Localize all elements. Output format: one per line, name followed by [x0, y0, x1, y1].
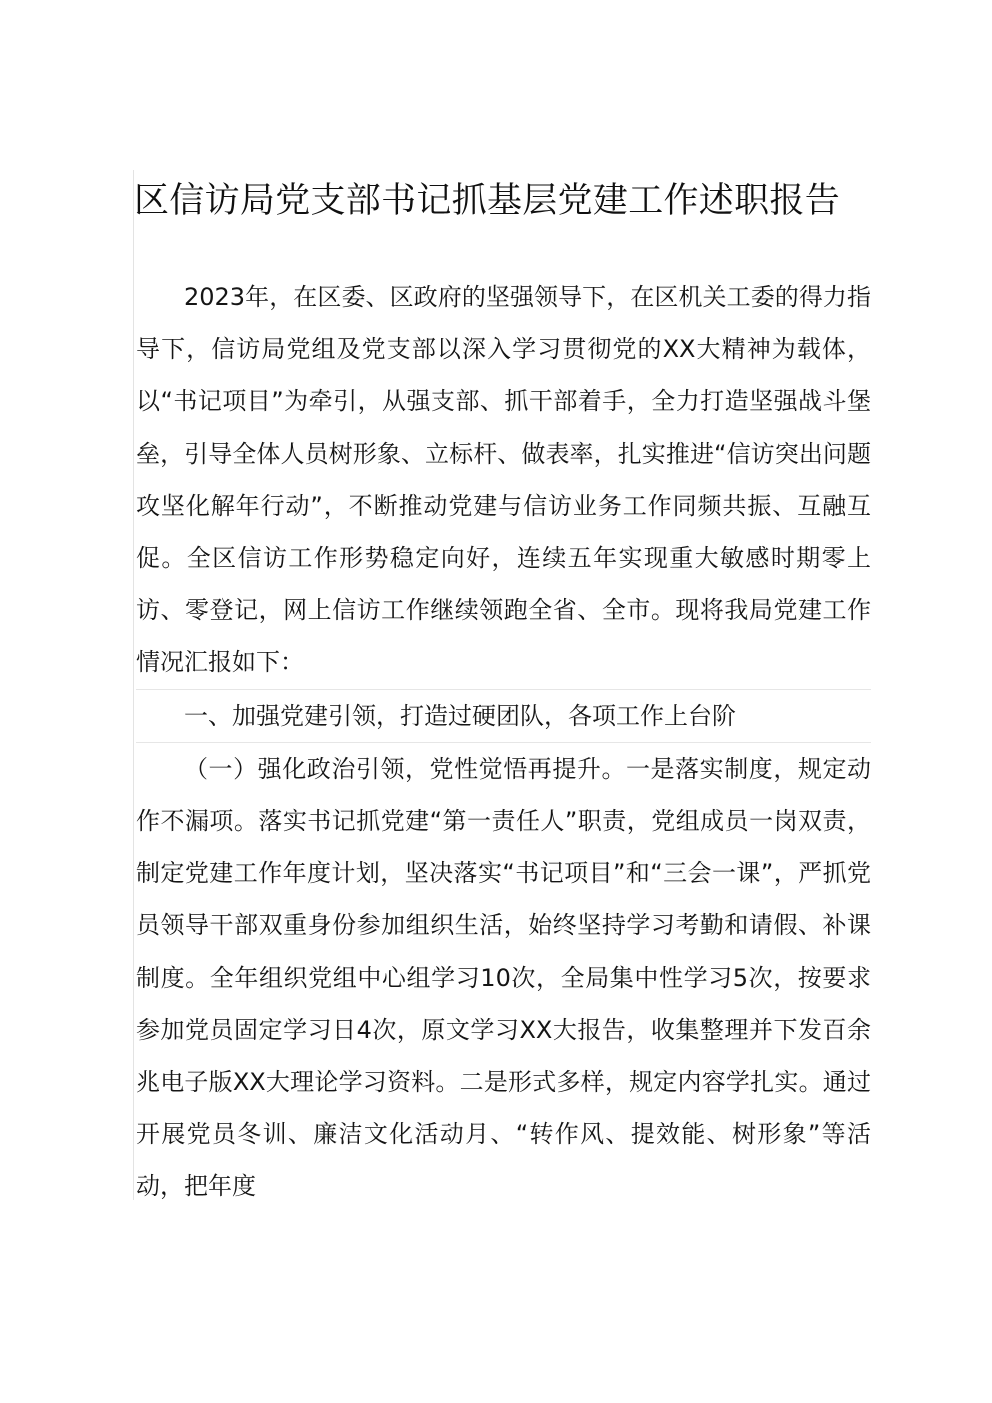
- document-body: [136, 271, 871, 1213]
- intro-paragraph: 2023年，在区委、区政府的坚强领导下，在区机关工委的得力指导下，信访局党组及党支部以深入学习贯彻党的XX大精神为载体，以“书记项目”为牵引，从强支部、抓干部着手，全力打造坚强战斗堡垒，引导全体人员树形象、立标杆、做表率，扎实推进“信访突出问题攻坚化解年行动”，不断推动党建与信访业务工作同频共振、互融互促。全区信访工作形势稳定向好，连续五年实现重大敏感时期零上访、零登记，网上信访工作继续领跑全省、全市。现将我局党建工作情况汇报如下：: [136, 283, 871, 677]
- document-text-area: [133, 170, 871, 1200]
- document-title: 区信访局党支部书记抓基层党建工作述职报告: [134, 181, 841, 221]
- section-heading-row: [136, 689, 871, 743]
- section-heading: 一、加强党建引领，打造过硬团队，各项工作上台阶: [184, 701, 736, 730]
- subsection-paragraph: （一）强化政治引领，党性觉悟再提升。一是落实制度，规定动作不漏项。落实书记抓党建“第一责任人”职责，党组成员一岗双责，制定党建工作年度计划，坚决落实“书记项目”和“三会一课”，严抓党员领导干部双重身份参加组织生活，始终坚持学习考勤和请假、补课制度。全年组织党组中心组学习10次，全局集中性学习5次，按要求参加党员固定学习日4次，原文学习XX大报告，收集整理并下发百余兆电子版XX大理论学习资料。二是形式多样，规定内容学扎实。通过开展党员冬训、廉洁文化活动月、“转作风、提效能、树形象”等活动，把年度: [136, 754, 871, 1201]
